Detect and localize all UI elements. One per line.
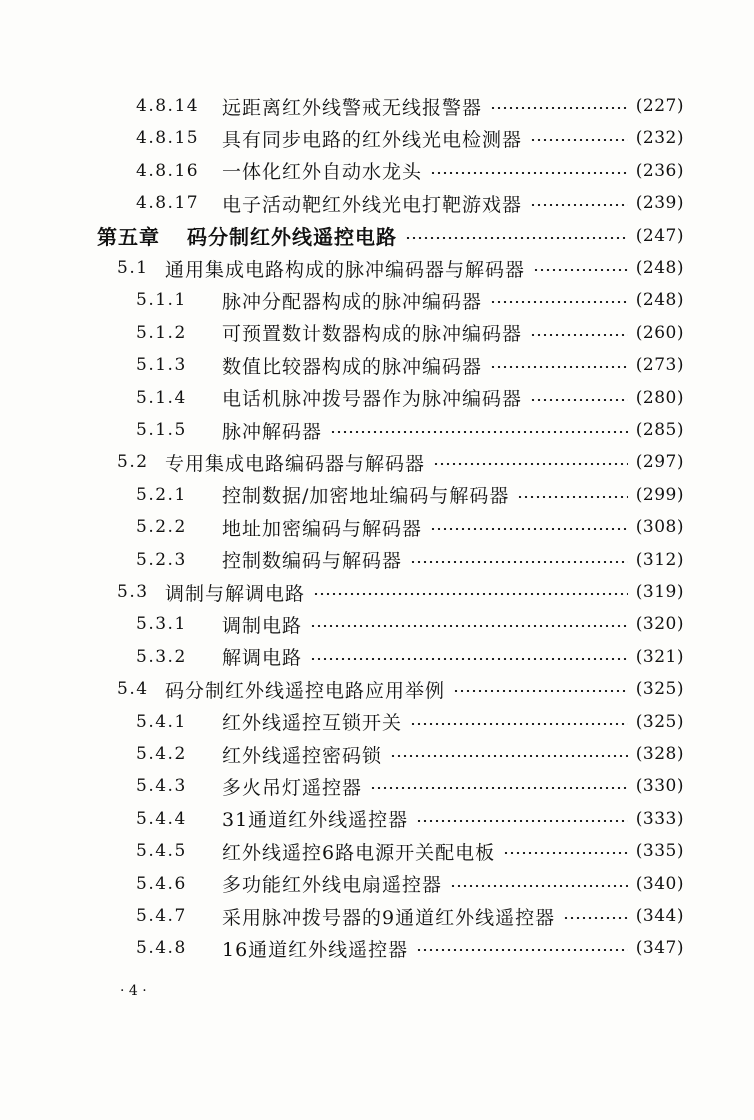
dot-leader (517, 496, 627, 498)
entry-number: 5.3 (117, 582, 149, 602)
entry-title: 多功能红外线电扇遥控器 (222, 874, 443, 897)
toc-entry (136, 739, 684, 769)
entry-title: 红外线遥控互锁开关 (222, 712, 403, 735)
entry-page: (299) (635, 484, 684, 505)
dot-leader (533, 269, 628, 271)
entry-page: (285) (635, 420, 684, 440)
toc-entry (117, 253, 684, 283)
toc-entry (136, 642, 684, 672)
entry-number: 5.2.2 (136, 517, 187, 538)
toc-entry (136, 318, 684, 348)
entry-number: 5.3.1 (136, 614, 187, 635)
toc-entry (136, 285, 684, 315)
toc-entry (117, 674, 684, 704)
toc-entry (97, 221, 684, 251)
dot-leader (416, 820, 628, 822)
entry-title: 电话机脉冲拨号器作为脉冲编码器 (222, 388, 523, 411)
entry-number: 5.1.4 (136, 387, 187, 408)
entry-page: (232) (635, 128, 684, 149)
page-number: · 4 · (120, 983, 147, 999)
entry-number: 4.8.16 (136, 160, 200, 181)
dot-leader (370, 787, 628, 789)
dot-leader (405, 237, 628, 239)
dot-leader (313, 593, 628, 595)
toc-entry (136, 188, 684, 218)
entry-title: 通用集成电路构成的脉冲编码器与解码器 (165, 258, 526, 281)
entry-page: (236) (635, 160, 684, 181)
entry-page: (312) (635, 549, 684, 570)
toc-entry (136, 707, 684, 737)
entry-number: 5.1.1 (136, 290, 187, 311)
dot-leader (490, 301, 628, 303)
entry-page: (273) (635, 355, 684, 376)
entry-number: 5.1.5 (136, 420, 187, 440)
entry-page: (335) (635, 841, 684, 862)
entry-page: (330) (635, 776, 684, 797)
toc-entry (136, 91, 684, 121)
dot-leader (410, 723, 628, 725)
entry-title: 16通道红外线遥控器 (222, 938, 409, 961)
entry-title: 码分制红外线遥控电路应用举例 (165, 679, 446, 702)
entry-page: (280) (635, 387, 684, 408)
dot-leader (430, 172, 628, 174)
entry-number: 第五章 (97, 225, 160, 250)
entry-number: 5.4.7 (136, 906, 187, 926)
entry-number: 5.4.8 (136, 938, 187, 959)
dot-leader (390, 755, 628, 757)
dot-leader (410, 561, 628, 563)
toc-entry (136, 545, 684, 575)
toc-entry (136, 804, 684, 834)
dot-leader (530, 399, 628, 401)
entry-number: 5.2.1 (136, 484, 187, 505)
dot-leader (416, 949, 628, 951)
entry-page: (340) (635, 873, 684, 894)
dot-leader (563, 917, 628, 919)
toc-entry (136, 836, 684, 866)
toc-entry (136, 933, 684, 963)
toc-entry (136, 771, 684, 801)
entry-title: 专用集成电路编码器与解码器 (165, 452, 426, 475)
entry-number: 4.8.17 (136, 193, 200, 214)
entry-title: 可预置数计数器构成的脉冲编码器 (222, 323, 523, 346)
toc-entry (136, 350, 684, 380)
entry-number: 4.8.15 (136, 128, 200, 149)
entry-title: 控制数编码与解码器 (222, 550, 403, 573)
entry-title: 码分制红外线遥控电路 (187, 225, 397, 250)
entry-page: (333) (635, 808, 684, 829)
entry-title: 具有同步电路的红外线光电检测器 (222, 128, 523, 151)
toc-entry (136, 512, 684, 542)
entry-page: (248) (635, 290, 684, 311)
entry-title: 调制与解调电路 (165, 582, 306, 605)
entry-number: 5.2.3 (136, 549, 187, 570)
entry-number: 5.3.2 (136, 646, 187, 667)
dot-leader (503, 852, 628, 854)
entry-title: 地址加密编码与解码器 (222, 517, 423, 540)
dot-leader (530, 139, 628, 141)
toc-entry (136, 383, 684, 413)
entry-number: 5.4.3 (136, 776, 187, 797)
dot-leader (330, 431, 628, 433)
entry-page: (247) (635, 225, 684, 246)
entry-number: 5.2 (117, 452, 149, 473)
entry-title: 解调电路 (222, 647, 303, 670)
toc-entry (117, 447, 684, 477)
toc-entry (136, 609, 684, 639)
toc-entry (136, 869, 684, 899)
dot-leader (490, 107, 628, 109)
entry-page: (248) (635, 258, 684, 278)
entry-number: 5.4.5 (136, 841, 187, 862)
entry-page: (347) (635, 938, 684, 959)
toc-entry (136, 480, 684, 510)
dot-leader (310, 658, 628, 660)
entry-title: 红外线遥控6路电源开关配电板 (222, 841, 496, 864)
dot-leader (450, 885, 628, 887)
entry-page: (320) (635, 614, 684, 635)
dot-leader (490, 366, 628, 368)
entry-number: 5.1 (117, 258, 149, 278)
dot-leader (530, 204, 628, 206)
entry-page: (308) (635, 517, 684, 538)
entry-page: (325) (635, 679, 684, 700)
entry-title: 脉冲分配器构成的脉冲编码器 (222, 290, 483, 313)
toc-entry (136, 901, 684, 931)
entry-title: 采用脉冲拨号器的9通道红外线遥控器 (222, 906, 556, 929)
entry-page: (239) (635, 193, 684, 214)
entry-title: 多火吊灯遥控器 (222, 776, 363, 799)
entry-page: (319) (635, 582, 684, 602)
entry-title: 红外线遥控密码锁 (222, 744, 383, 767)
entry-number: 5.4.6 (136, 873, 187, 894)
entry-number: 5.1.2 (136, 322, 187, 343)
toc-entry (117, 577, 684, 607)
entry-number: 5.4.4 (136, 808, 187, 829)
entry-number: 5.4 (117, 679, 149, 700)
entry-title: 一体化红外自动水龙头 (222, 161, 423, 184)
toc-entry (136, 123, 684, 153)
entry-number: 5.1.3 (136, 355, 187, 376)
toc-entry (136, 156, 684, 186)
entry-number: 5.4.2 (136, 744, 187, 764)
entry-page: (325) (635, 711, 684, 732)
entry-number: 4.8.14 (136, 96, 200, 116)
entry-title: 电子活动靶红外线光电打靶游戏器 (222, 193, 523, 216)
entry-title: 31通道红外线遥控器 (222, 809, 409, 832)
dot-leader (453, 690, 628, 692)
entry-page: (344) (635, 906, 684, 926)
entry-number: 5.4.1 (136, 711, 187, 732)
entry-page: (328) (635, 744, 684, 764)
entry-title: 调制电路 (222, 614, 303, 637)
entry-page: (227) (635, 96, 684, 116)
entry-title: 脉冲解码器 (222, 420, 323, 443)
entry-title: 控制数据/加密地址编码与解码器 (222, 485, 510, 508)
entry-page: (260) (635, 322, 684, 343)
entry-page: (321) (635, 646, 684, 667)
entry-title: 数值比较器构成的脉冲编码器 (222, 355, 483, 378)
entry-page: (297) (635, 452, 684, 473)
dot-leader (310, 625, 628, 627)
entry-title: 远距离红外线警戒无线报警器 (222, 96, 483, 119)
dot-leader (530, 334, 628, 336)
dot-leader (430, 528, 628, 530)
toc-entry (136, 415, 684, 445)
dot-leader (433, 463, 628, 465)
